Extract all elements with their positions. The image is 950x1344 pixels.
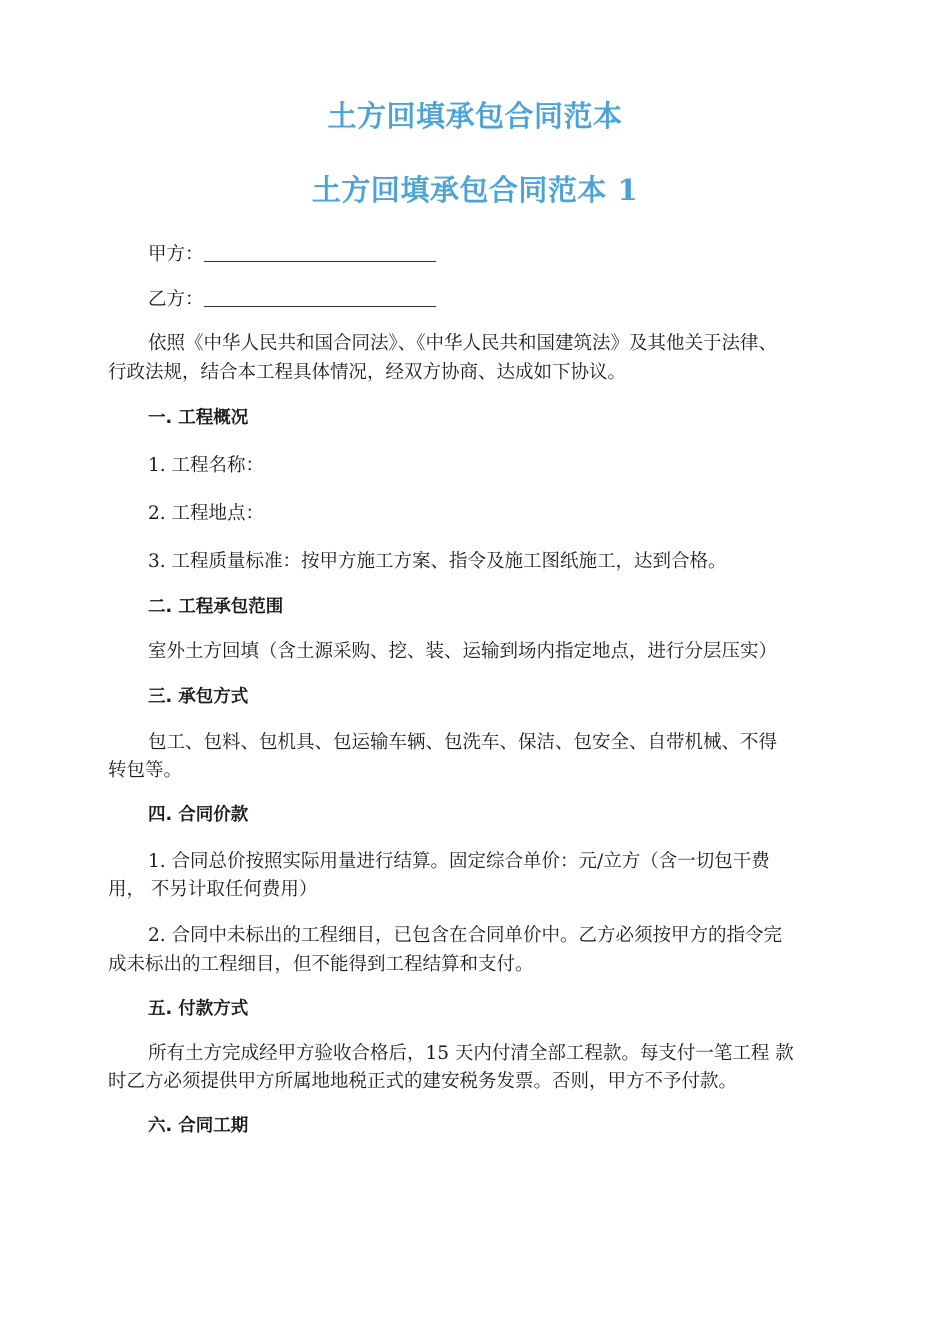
section-4-para-1-line-2: 用， 不另计取任何费用） (108, 879, 318, 900)
section-3-line-1: 包工、包料、包机具、包运输车辆、包洗车、保洁、包安全、自带机械、不得 (148, 732, 778, 753)
section-4-para-2-line-1: 2. 合同中未标出的工程细目，已包含在合同单价中。乙方必须按甲方的指令完 (148, 925, 783, 946)
section-3-heading: 三. 承包方式 (148, 687, 249, 707)
section-1-item-1: 1. 工程名称： (148, 455, 265, 476)
section-5-line-2: 时乙方必须提供甲方所属地地税正式的建安税务发票。否则，甲方不予付款。 (108, 1071, 738, 1092)
document-title: 土方回填承包合同范本 (327, 99, 623, 133)
section-2-heading: 二. 工程承包范围 (148, 597, 284, 617)
party-b-line (148, 284, 900, 315)
party-a-line (148, 239, 900, 270)
section-1-heading: 一. 工程概况 (148, 408, 249, 428)
section-1-item-3: 3. 工程质量标准：按甲方施工方案、指令及施工图纸施工，达到合格。 (148, 551, 727, 572)
section-4-heading: 四. 合同价款 (148, 805, 249, 825)
section-1-item-2: 2. 工程地点： (148, 503, 265, 524)
section-4-para-2-line-2: 成未标出的工程细目，但不能得到工程结算和支付。 (108, 954, 534, 975)
section-4-para-1-line-1: 1. 合同总价按照实际用量进行结算。固定综合单价：元/立方（含一切包干费 (148, 851, 770, 872)
party-a-label: 甲方： (148, 244, 204, 265)
party-b-label: 乙方： (148, 289, 204, 310)
intro-line-2: 行政法规，结合本工程具体情况，经双方协商、达成如下协议。 (108, 362, 627, 383)
section-6-heading: 六. 合同工期 (148, 1116, 249, 1136)
section-2-paragraph: 室外土方回填（含土源采购、挖、装、运输到场内指定地点，进行分层压实） (148, 641, 778, 662)
section-5-heading: 五. 付款方式 (148, 999, 249, 1019)
party-a-blank (204, 241, 436, 262)
document-subtitle: 土方回填承包合同范本 1 (311, 173, 639, 207)
party-b-blank (204, 286, 436, 307)
section-3-line-2: 转包等。 (108, 760, 183, 781)
intro-line-1: 依照《中华人民共和国合同法》、《中华人民共和国建筑法》及其他关于法律、 (148, 333, 778, 354)
section-5-line-1: 所有土方完成经甲方验收合格后，15 天内付清全部工程款。每支付一笔工程 款 (148, 1043, 794, 1064)
